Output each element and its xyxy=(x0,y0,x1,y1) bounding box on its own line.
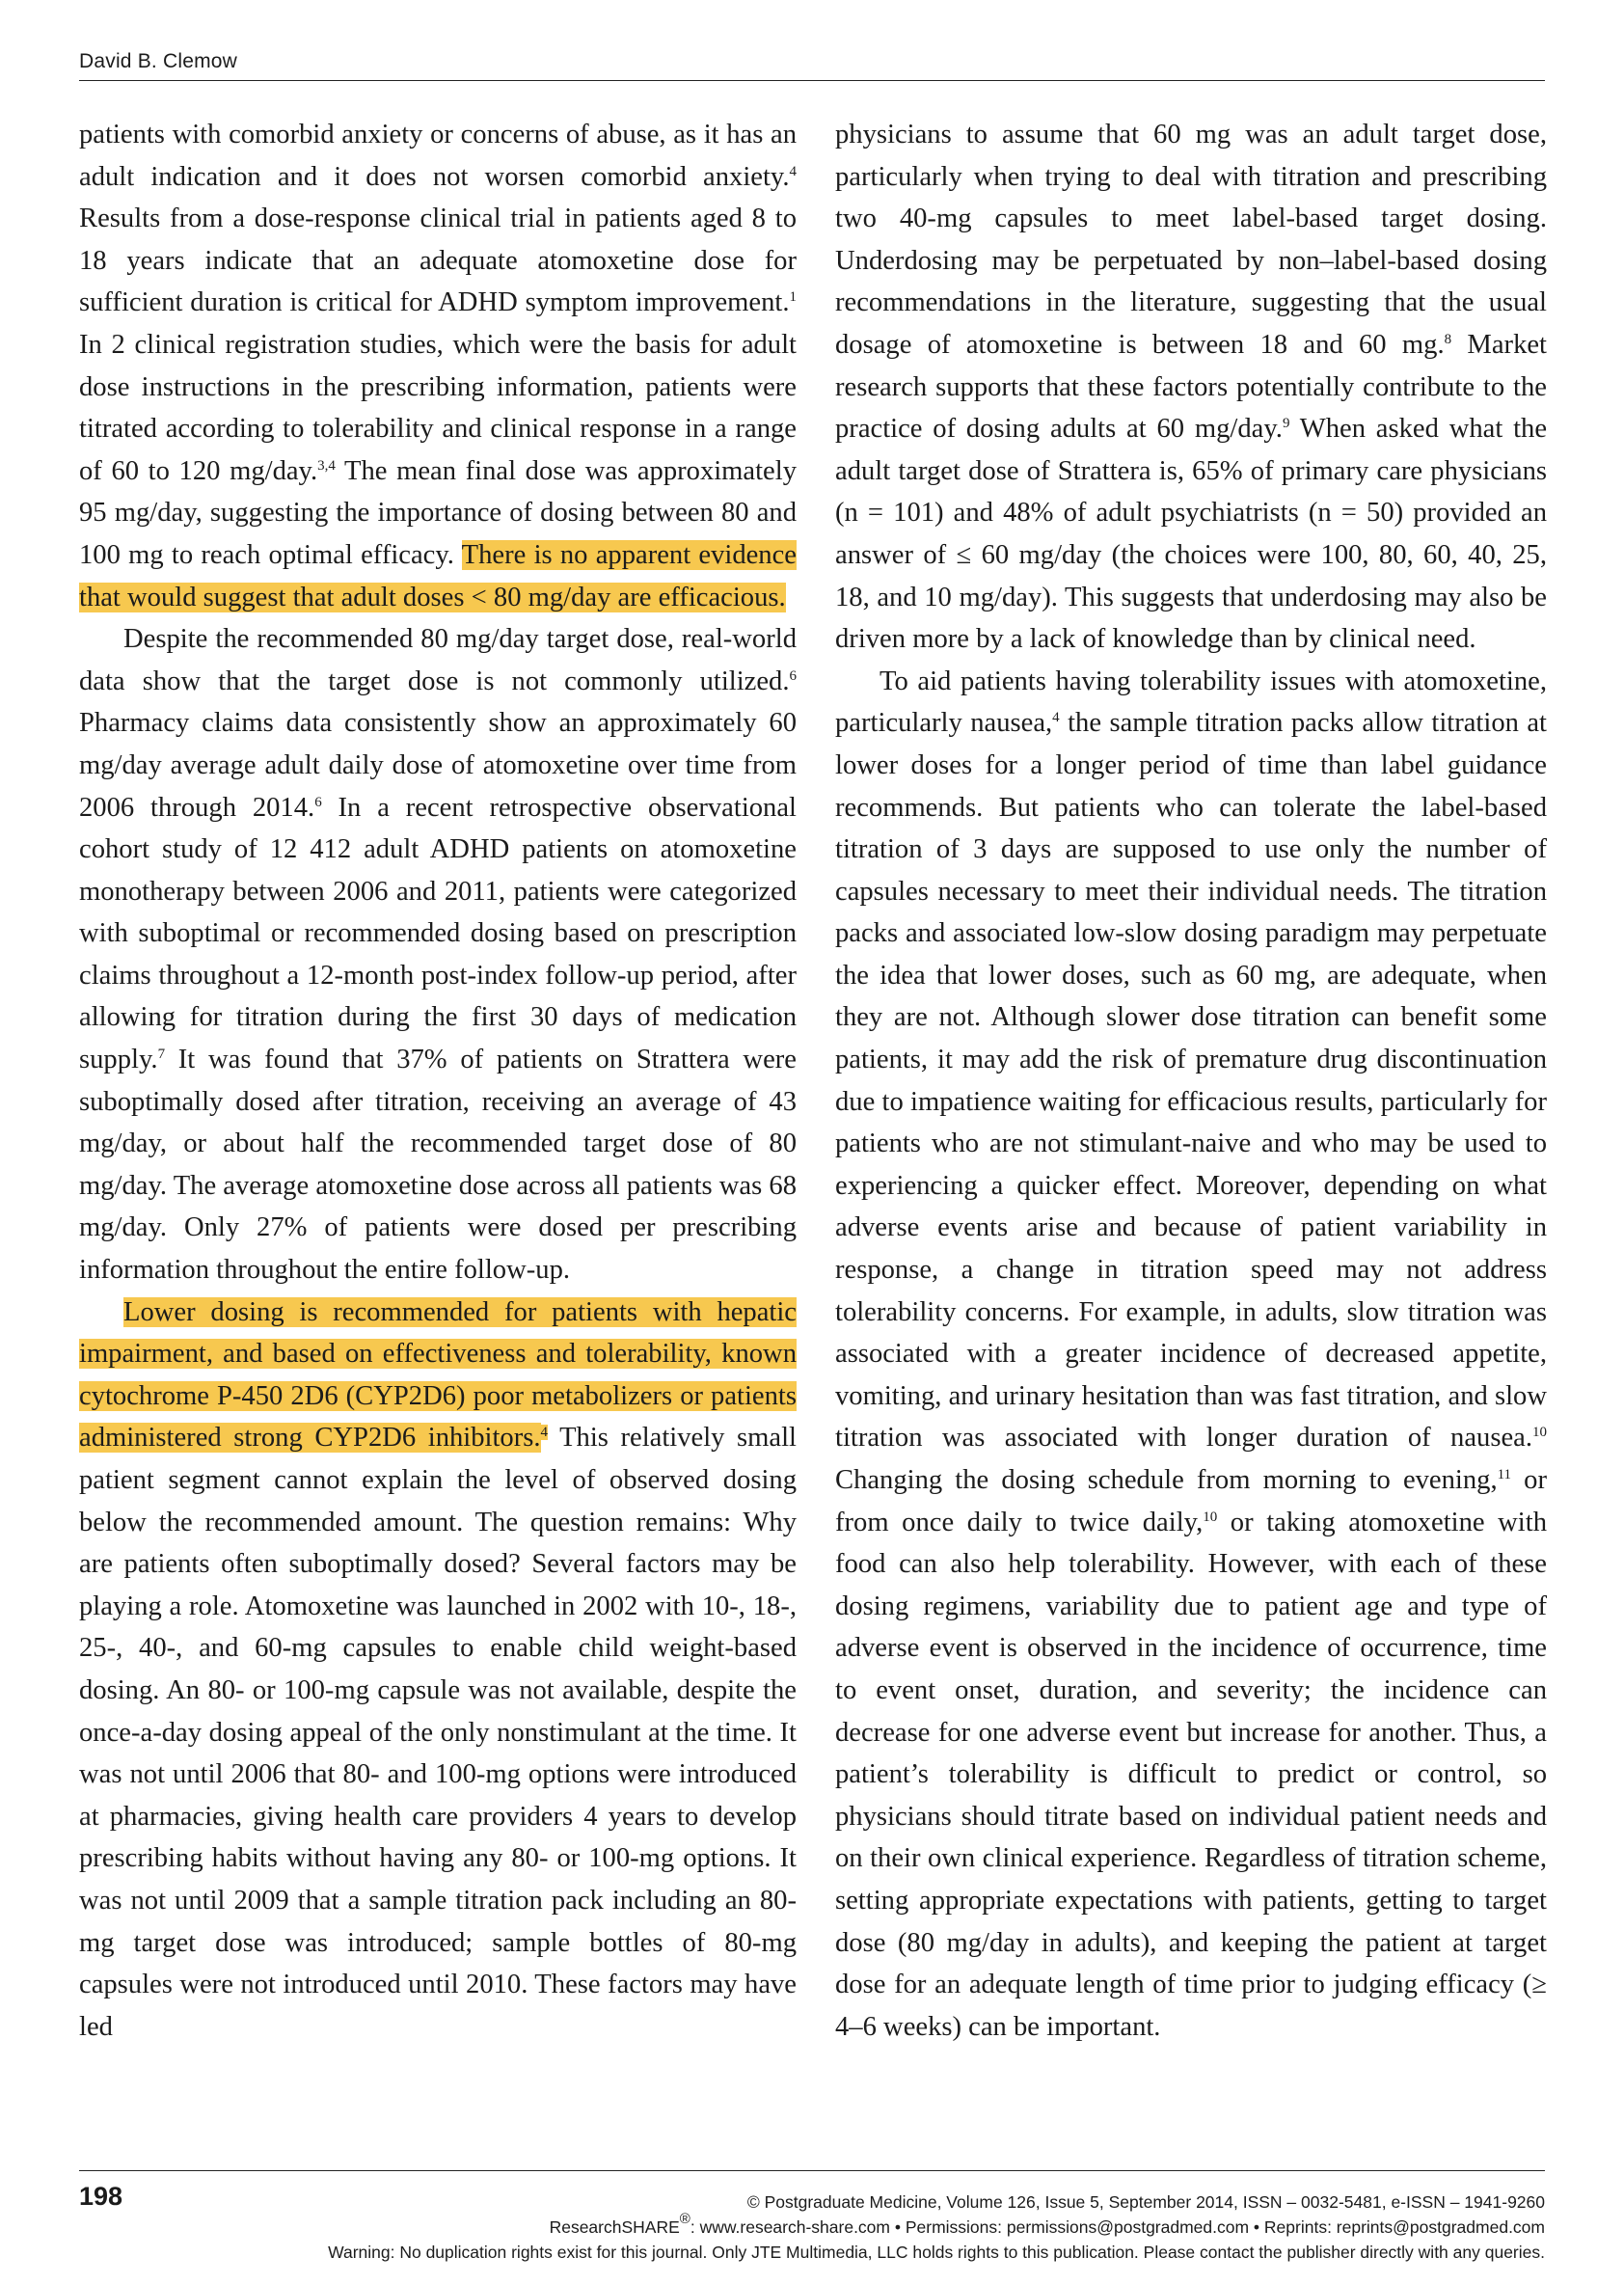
paragraph xyxy=(79,114,797,618)
contact-links: : www.research-share.com • Permissions: permissions@postgradmed.com • Reprints: reprints@postgradmed.com xyxy=(690,2217,1545,2237)
citation-ref: 3,4 xyxy=(317,457,336,474)
body-text: In 2 clinical registration studies, which were the basis for adult dose instructions in the prescribing information, patients were titrated according to tolerability and clinical response in a range of 60 to 120 mg/day. xyxy=(79,329,797,486)
highlighted-text: There is no apparent evidence that would suggest that adult doses < 80 mg/day are efficacious. xyxy=(79,539,797,612)
body-text: It was found that 37% of patients on Strattera were suboptimally dosed after titration, receiving an average of 43 mg/day, or about half the recommended target dose of 80 mg/day. The average atomoxetine dose across all patients was 68 mg/day. Only 27% of patients were dosed per prescribing information throughout the entire follow-up. xyxy=(79,1045,797,1286)
paragraph xyxy=(79,618,797,1292)
body-text: Results from a dose-response clinical trial in patients aged 8 to 18 years indicate that an adequate atomoxetine dose for sufficient duration is critical for ADHD symptom improvement. xyxy=(79,204,797,318)
right-column xyxy=(835,114,1547,2048)
body-text: When asked what the adult target dose of Strattera is, 65% of primary care physicians (n = 101) and 48% of adult psychiatrists (n = 50) provided an answer of ≤ 60 mg/day (the choices were 100, 80, 60, 40, 25, 18, and 10 mg/day). This suggests that underdosing may also be driven more by a lack of knowledge than by clinical need. xyxy=(835,414,1548,655)
citation-ref: 9 xyxy=(1282,416,1290,432)
body-text: Despite the recommended 80 mg/day target dose, real-world data show that the target dose is not commonly utilized. xyxy=(79,624,797,696)
body-text: the sample titration packs allow titration at lower doses for a longer period of time than label guidance recommends. But patients who can tolerate the label-based titration of 3 days are supposed to use only the number of capsules necessary to meet their individual needs. The titration packs and associated low-slow dosing paradigm may perpetuate the idea that lower doses, such as 60 mg, are adequate, when they are not. Although slower dose titration can benefit some patients, it may add the risk of premature drug discontinuation due to impatience waiting for efficacious results, particularly for patients who are not stimulant-naive and who may be used to experiencing a quicker effect. Moreover, depending on what adverse events arise and because of patient variability in response, a change in titration speed may not address tolerability concerns. For example, in adults, slow titration was associated with a greater incidence of decreased appetite, vomiting, and urinary hesitation than was fast titration, and slow titration was associated with longer duration of nausea. xyxy=(835,708,1547,1454)
citation-ref: 7 xyxy=(157,1047,166,1063)
left-column xyxy=(79,114,797,2048)
body-text: physicians to assume that 60 mg was an adult target dose, particularly when trying to deal with titration and prescribing two 40-mg capsules to meet label-based target dosing. Underdosing may be perpetuated by non–label-based dosing recommendations in the literature, suggesting that the usual dosage of atomoxetine is between 18 and 60 mg. xyxy=(835,120,1547,360)
citation-ref: 8 xyxy=(1444,331,1452,347)
body-text: Pharmacy claims data consistently show an approximately 60 mg/day average adult daily dose of atomoxetine over time from 2006 through 2014. xyxy=(79,708,797,823)
researchshare-brand: ResearchSHARE xyxy=(549,2217,680,2237)
paragraph xyxy=(79,1292,797,2049)
citation-ref: 6 xyxy=(789,667,797,684)
body-text: or from once daily to twice daily, xyxy=(835,1465,1547,1537)
citation-ref: 1 xyxy=(789,289,797,306)
body-text: Market research supports that these factors potentially contribute to the practice of dosing adults at 60 mg/day. xyxy=(835,329,1547,445)
registered-mark: ® xyxy=(679,2211,690,2227)
body-text: This relatively small patient segment cannot explain the level of observed dosing below the recommended amount. The question remains: Why are patients often suboptimally dosed? Several factors may be playing a role. Atomoxetine was launched in 2002 with 10-, 18-, 25-, 40-, and 60-mg capsules to enable child weight-based dosing. An 80- or 100-mg capsule was not available, despite the once-a-day dosing appeal of the only nonstimulant at the time. It was not until 2006 that 80- and 100-mg options were introduced at pharmacies, giving health care providers 4 years to develop prescribing habits without having any 80- or 100-mg options. It was not until 2009 that a sample titration pack including an 80-mg target dose was introduced; sample bottles of 80-mg capsules were not introduced until 2010. These factors may have led xyxy=(79,1423,797,2042)
citation-ref: 4 xyxy=(1052,710,1060,726)
paragraph xyxy=(835,661,1547,2049)
page-number: 198 xyxy=(79,2182,123,2211)
citation-ref: 4 xyxy=(540,1425,549,1441)
body-text: patients with comorbid anxiety or concerns of abuse, as it has an adult indication and it does not worsen comorbid anxiety. xyxy=(79,120,797,192)
citation-ref: 4 xyxy=(789,163,797,179)
journal-citation: © Postgraduate Medicine, Volume 126, Issue 5, September 2014, ISSN – 0032-5481, e-ISSN – 1941-9260 xyxy=(746,2192,1545,2212)
researchshare-line xyxy=(549,2211,1545,2238)
body-text: or taking atomoxetine with food can also help tolerability. However, with each of these dosing regimens, variability due to patient age and type of adverse event is observed in the incidence of occurrence, time to event onset, duration, and severity; the incidence can decrease for one adverse event but increase for another. Thus, a patient’s tolerability is difficult to predict or control, so physicians should titrate based on individual patient needs and on their own clinical experience. Regardless of titration scheme, setting appropriate expectations with patients, getting to target dose (80 mg/day in adults), and keeping the patient at target dose for an adequate length of time prior to judging efficacy (≥ 4–6 weeks) can be important. xyxy=(835,1507,1547,2042)
footer-divider xyxy=(79,2170,1545,2171)
citation-ref: 10 xyxy=(1532,1425,1547,1441)
running-head: David B. Clemow xyxy=(79,50,238,72)
citation-ref: 10 xyxy=(1203,1509,1218,1525)
citation-ref: 6 xyxy=(314,794,322,810)
citation-ref: 11 xyxy=(1497,1467,1512,1482)
body-text: The mean final dose was approximately 95 mg/day, suggesting the importance of dosing between 80 and 100 mg to reach optimal efficacy. xyxy=(79,455,797,570)
paragraph xyxy=(835,114,1547,661)
body-text: To aid patients having tolerability issues with atomoxetine, particularly nausea, xyxy=(835,666,1547,739)
body-text: Changing the dosing schedule from morning to evening, xyxy=(835,1465,1498,1495)
copyright-warning: Warning: No duplication rights exist for this journal. Only JTE Multimedia, LLC holds rights to this publication. Please contact the publisher directly with any queries. xyxy=(328,2243,1545,2262)
header-divider xyxy=(79,80,1545,81)
highlighted-text: Lower dosing is recommended for patients with hepatic impairment, and based on effectiveness and tolerability, known cytochrome P-450 2D6 (CYP2D6) poor metabolizers or patients administered strong CYP2D6 inhibitors. xyxy=(79,1296,797,1454)
body-text: In a recent retrospective observational cohort study of 12 412 adult ADHD patients on atomoxetine monotherapy between 2006 and 2011, patients were categorized with suboptimal or recommended dosing based on prescription claims throughout a 12-month post-index follow-up period, after allowing for titration during the first 30 days of medication supply. xyxy=(79,792,797,1075)
